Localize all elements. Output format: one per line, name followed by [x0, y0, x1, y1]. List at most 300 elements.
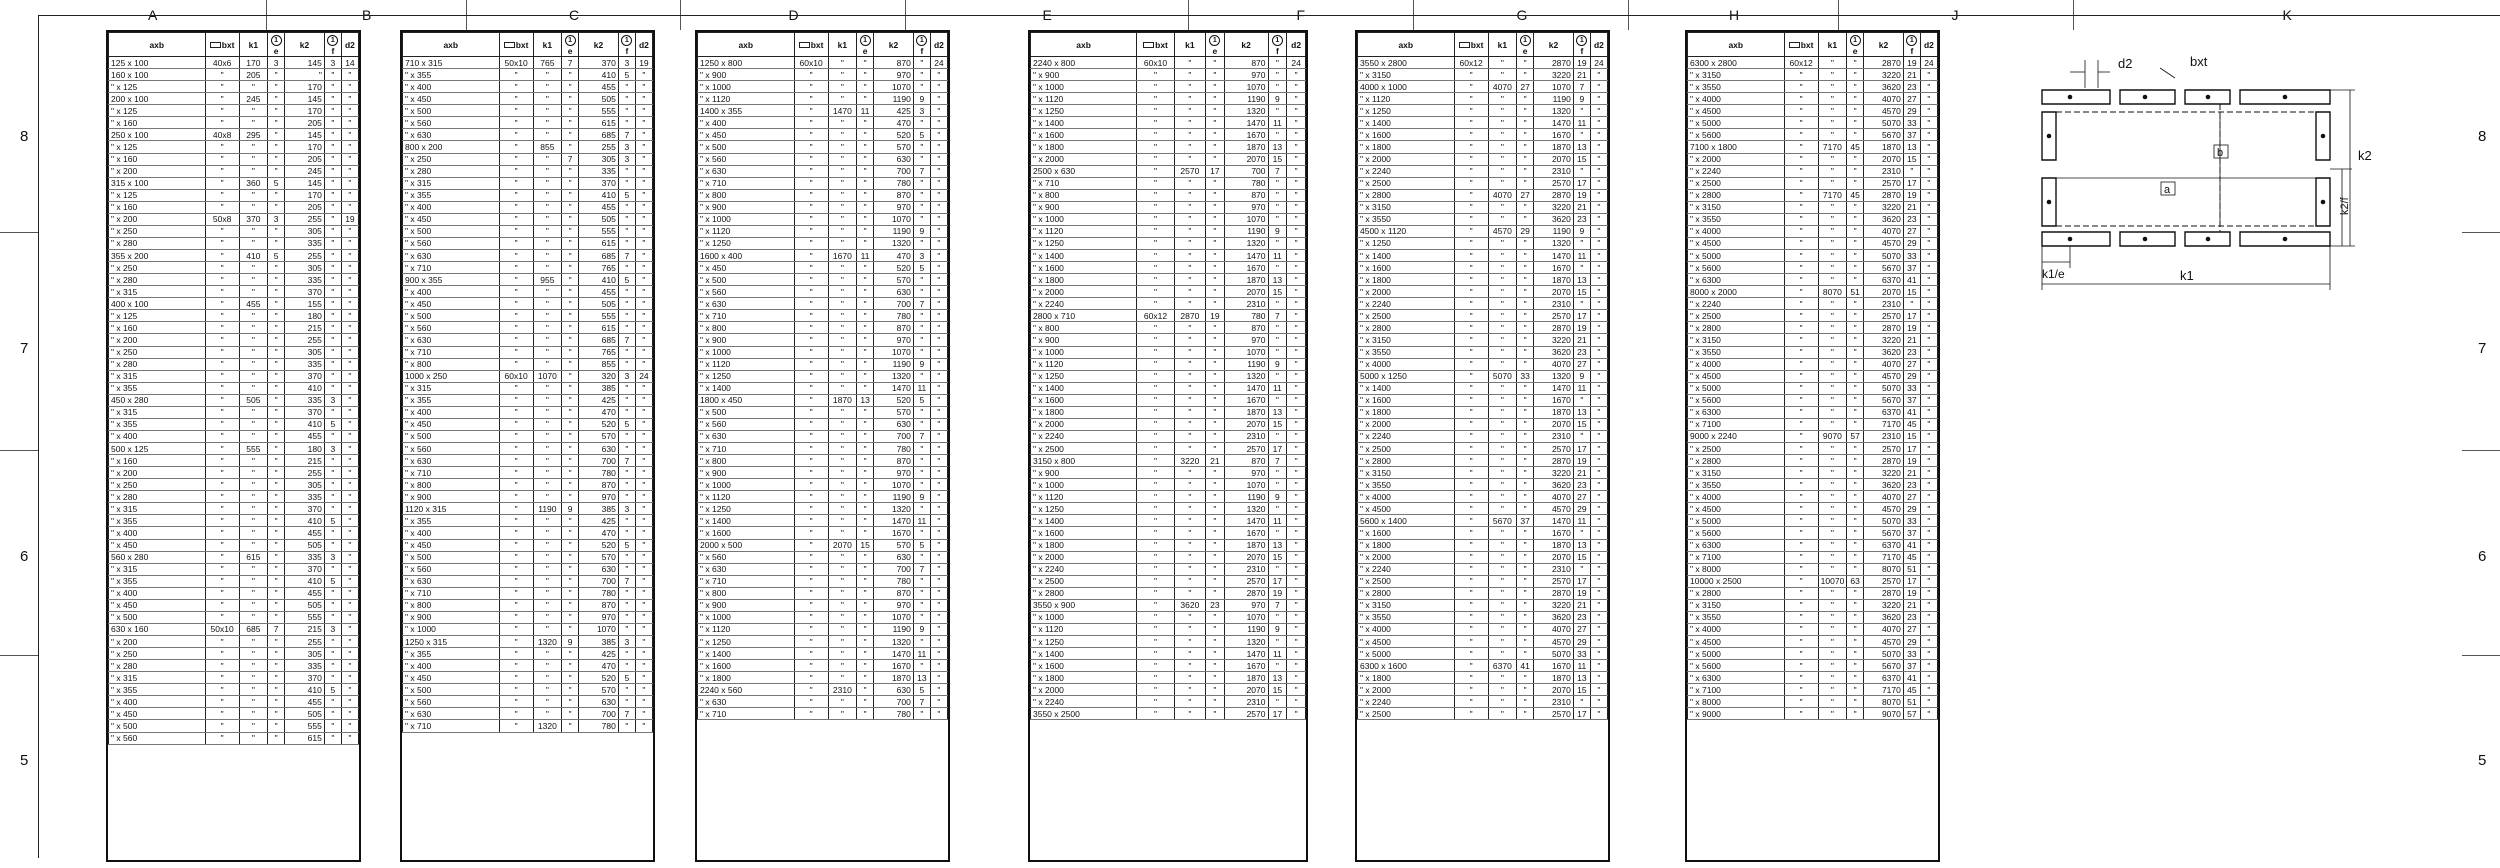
cell-d2: "	[341, 105, 358, 117]
cell-axb: " x 1250	[698, 237, 795, 249]
table-row	[1688, 527, 1938, 539]
cell-bxt: "	[205, 660, 239, 672]
cell-bxt: "	[1784, 599, 1818, 611]
cell-e: "	[1517, 672, 1534, 684]
cell-bxt: "	[1454, 93, 1488, 105]
cell-k1: "	[1174, 129, 1205, 141]
cell-k1: 3220	[1174, 455, 1205, 467]
cell-f: "	[324, 213, 341, 225]
cell-axb: " x 355	[109, 382, 206, 394]
column-header-k1	[1488, 33, 1516, 57]
cell-e: "	[1206, 262, 1225, 274]
cell-k1: "	[828, 382, 856, 394]
cell-d2: "	[1287, 382, 1306, 394]
cell-f: "	[618, 237, 635, 249]
cell-k1: "	[1488, 165, 1516, 177]
cell-k2: 2070	[1224, 684, 1268, 696]
cell-d2: "	[1920, 443, 1937, 455]
cell-axb: " x 2500	[1358, 310, 1455, 322]
table-row	[1688, 443, 1938, 455]
cell-f: "	[324, 141, 341, 153]
cell-d2: "	[1920, 225, 1937, 237]
table-row	[698, 551, 948, 563]
table-row	[403, 358, 653, 370]
cell-bxt: "	[794, 503, 828, 515]
cell-bxt: "	[794, 177, 828, 189]
cell-f: "	[1268, 611, 1287, 623]
cell-e: "	[1517, 105, 1534, 117]
cell-d2: "	[1590, 165, 1607, 177]
cell-axb: " x 710	[403, 720, 500, 732]
cell-axb: " x 7100	[1688, 418, 1785, 430]
circle-note-icon: 1	[621, 35, 632, 46]
cell-d2: "	[341, 382, 358, 394]
cell-axb: " x 900	[1031, 467, 1137, 479]
cell-e: "	[1517, 201, 1534, 213]
cell-bxt: "	[1454, 406, 1488, 418]
cell-k1: "	[239, 503, 267, 515]
cell-k1: "	[1818, 696, 1846, 708]
cell-k2: 970	[1224, 69, 1268, 81]
cell-k1: "	[1174, 648, 1205, 660]
cell-axb: 6300 x 1600	[1358, 660, 1455, 672]
cell-k2: 970	[579, 491, 619, 503]
table-row	[403, 563, 653, 575]
cell-axb: " x 1600	[698, 527, 795, 539]
cell-axb: " x 2800	[1358, 587, 1455, 599]
table-row	[1031, 611, 1306, 623]
cell-k1: "	[239, 262, 267, 274]
cell-k2: 765	[579, 346, 619, 358]
cell-bxt: "	[1784, 237, 1818, 249]
table-row	[1031, 672, 1306, 684]
cell-k2: 255	[285, 250, 325, 262]
table-row	[403, 527, 653, 539]
table-row	[1358, 636, 1608, 648]
cell-k1: "	[1488, 611, 1516, 623]
cell-d2: "	[930, 346, 947, 358]
cell-k1: "	[239, 225, 267, 237]
cell-d2: "	[930, 153, 947, 165]
table-row	[403, 141, 653, 153]
table-row	[109, 708, 359, 720]
cell-k2: 555	[579, 310, 619, 322]
cell-k1: "	[533, 623, 561, 635]
cell-e: "	[1847, 491, 1864, 503]
cell-d2: "	[635, 491, 652, 503]
cell-bxt: "	[1454, 527, 1488, 539]
cell-d2: "	[341, 394, 358, 406]
cell-d2: "	[635, 153, 652, 165]
cell-k1: 370	[239, 213, 267, 225]
cell-axb: " x 7100	[1688, 551, 1785, 563]
cell-k1: "	[239, 105, 267, 117]
cell-bxt: "	[1137, 262, 1175, 274]
cell-k1: "	[828, 491, 856, 503]
column-header-k2	[579, 33, 619, 57]
cell-bxt: "	[794, 141, 828, 153]
cell-k2: 370	[285, 672, 325, 684]
spec-table-f	[1355, 30, 1610, 862]
cell-k1: "	[533, 189, 561, 201]
cell-bxt: "	[794, 479, 828, 491]
cell-bxt: "	[1137, 551, 1175, 563]
cell-e: "	[562, 491, 579, 503]
cell-f: 19	[1573, 322, 1590, 334]
cell-k1: "	[1488, 274, 1516, 286]
cell-e: "	[562, 443, 579, 455]
cell-k1: 245	[239, 93, 267, 105]
cell-d2: "	[1920, 696, 1937, 708]
cell-f: 7	[1268, 310, 1287, 322]
cell-axb: " x 280	[109, 274, 206, 286]
cell-d2: "	[1590, 189, 1607, 201]
cell-axb: " x 1800	[1031, 141, 1137, 153]
cell-k1: "	[828, 213, 856, 225]
cell-bxt: "	[205, 732, 239, 744]
cell-bxt: 60x10	[1137, 57, 1175, 69]
table-row	[403, 93, 653, 105]
cell-bxt: "	[499, 69, 533, 81]
cell-f: 23	[1903, 479, 1920, 491]
cell-e: "	[1847, 599, 1864, 611]
cell-axb: " x 630	[698, 430, 795, 442]
cell-e: "	[268, 394, 285, 406]
cell-k2: 215	[285, 455, 325, 467]
cell-bxt: "	[205, 599, 239, 611]
table-row	[1358, 165, 1608, 177]
table-row	[1358, 587, 1608, 599]
cell-f: 17	[1573, 443, 1590, 455]
table-row	[698, 479, 948, 491]
cell-bxt: "	[499, 623, 533, 635]
cell-f: 41	[1903, 406, 1920, 418]
cell-k1: "	[1174, 262, 1205, 274]
table-row	[698, 599, 948, 611]
cell-k2: 2570	[1534, 177, 1574, 189]
cell-f: 5	[618, 274, 635, 286]
table-row	[1688, 587, 1938, 599]
cell-f: "	[618, 587, 635, 599]
cell-bxt: "	[1454, 358, 1488, 370]
cell-d2: "	[930, 69, 947, 81]
cell-bxt: "	[1454, 539, 1488, 551]
cell-e: 41	[1517, 660, 1534, 672]
cell-d2: "	[1920, 274, 1937, 286]
cell-axb: " x 200	[109, 213, 206, 225]
cell-k2: 2870	[1534, 587, 1574, 599]
cell-bxt: "	[499, 430, 533, 442]
cell-e: "	[268, 672, 285, 684]
cell-d2: "	[930, 443, 947, 455]
cell-d2: "	[341, 81, 358, 93]
cell-e: "	[1206, 250, 1225, 262]
cell-f: 27	[1903, 225, 1920, 237]
table-row	[1688, 129, 1938, 141]
cell-k1: "	[1174, 539, 1205, 551]
cell-f: 7	[913, 430, 930, 442]
table-row	[1031, 406, 1306, 418]
cell-bxt: "	[1454, 201, 1488, 213]
cell-e: "	[1847, 382, 1864, 394]
cell-axb: " x 1000	[698, 346, 795, 358]
cell-bxt: "	[499, 575, 533, 587]
cell-e: 17	[1206, 165, 1225, 177]
cell-axb: " x 355	[109, 575, 206, 587]
cell-k1: "	[828, 455, 856, 467]
cell-k1: "	[1818, 382, 1846, 394]
cell-d2: "	[930, 708, 947, 720]
cell-d2: "	[1590, 286, 1607, 298]
cell-bxt: "	[499, 286, 533, 298]
cell-axb: " x 355	[403, 69, 500, 81]
cell-axb: " x 500	[403, 551, 500, 563]
cell-d2: "	[635, 69, 652, 81]
cell-bxt: "	[205, 406, 239, 418]
cell-k2: 765	[579, 262, 619, 274]
cell-d2: "	[635, 117, 652, 129]
table-row	[698, 406, 948, 418]
cell-bxt: "	[1454, 418, 1488, 430]
cell-d2: "	[635, 708, 652, 720]
cell-e: "	[1206, 491, 1225, 503]
cell-e: "	[1206, 334, 1225, 346]
cell-f: "	[324, 69, 341, 81]
cell-e: "	[857, 322, 874, 334]
cell-d2: "	[930, 575, 947, 587]
cell-f: "	[324, 370, 341, 382]
cell-e: 9	[562, 503, 579, 515]
cell-k1: "	[1818, 406, 1846, 418]
table-row	[109, 732, 359, 744]
cell-k1: "	[1488, 443, 1516, 455]
cell-k2: 1670	[1224, 129, 1268, 141]
cell-k2: 1670	[1224, 660, 1268, 672]
cell-axb: " x 6300	[1688, 406, 1785, 418]
cell-bxt: "	[794, 322, 828, 334]
cell-e: "	[268, 551, 285, 563]
cell-bxt: "	[794, 418, 828, 430]
cell-k2: 2310	[1534, 563, 1574, 575]
cell-k1: "	[828, 430, 856, 442]
cell-f: "	[913, 322, 930, 334]
cell-k1: "	[1488, 636, 1516, 648]
cell-axb: 250 x 100	[109, 129, 206, 141]
cell-k1: 1870	[828, 394, 856, 406]
cell-bxt: 50x10	[205, 623, 239, 635]
cell-d2: "	[341, 611, 358, 623]
cell-d2: "	[1920, 648, 1937, 660]
cell-d2: "	[930, 382, 947, 394]
cell-axb: " x 710	[1031, 177, 1137, 189]
cell-bxt: "	[1137, 141, 1175, 153]
cell-axb: " x 2240	[1031, 696, 1137, 708]
cell-k1: "	[1174, 563, 1205, 575]
cell-k2: 1070	[1224, 479, 1268, 491]
cell-k1: "	[533, 539, 561, 551]
cell-axb: " x 450	[698, 129, 795, 141]
cell-k2: 2570	[1224, 708, 1268, 720]
cell-f: "	[913, 418, 930, 430]
table-row	[1688, 213, 1938, 225]
cell-e: "	[857, 660, 874, 672]
cell-k1: "	[828, 672, 856, 684]
cell-k1: "	[533, 81, 561, 93]
cell-e: 57	[1847, 430, 1864, 442]
cell-axb: " x 1400	[698, 382, 795, 394]
cell-e: "	[268, 117, 285, 129]
table-row	[403, 672, 653, 684]
cell-e: "	[1517, 551, 1534, 563]
cell-axb: " x 1000	[1031, 611, 1137, 623]
table-row	[403, 708, 653, 720]
cell-k2: 335	[285, 394, 325, 406]
cell-f: "	[1268, 201, 1287, 213]
cell-f: "	[1268, 237, 1287, 249]
table-row	[698, 418, 948, 430]
cell-k2: 2070	[1534, 551, 1574, 563]
cell-k1: "	[533, 467, 561, 479]
cell-d2: "	[1287, 636, 1306, 648]
table-row	[403, 322, 653, 334]
header-label: d2	[1291, 39, 1302, 50]
cell-e: "	[268, 322, 285, 334]
cell-e: "	[1206, 648, 1225, 660]
table-row	[698, 587, 948, 599]
cell-k1: "	[1174, 672, 1205, 684]
table-row	[1031, 623, 1306, 635]
cell-axb: " x 450	[109, 539, 206, 551]
cell-k1: "	[828, 69, 856, 81]
cell-k2: 4070	[1864, 623, 1904, 635]
cell-k2: 520	[579, 418, 619, 430]
cell-f: "	[324, 358, 341, 370]
cell-k2: 570	[579, 684, 619, 696]
cell-e: "	[268, 189, 285, 201]
cell-d2: "	[635, 274, 652, 286]
cell-f: 13	[1573, 672, 1590, 684]
cell-k2: 3620	[1864, 81, 1904, 93]
cell-k1: "	[239, 527, 267, 539]
cell-d2: "	[1920, 298, 1937, 310]
cell-f: "	[618, 394, 635, 406]
cell-k2: 2870	[1864, 455, 1904, 467]
cell-d2: "	[1590, 370, 1607, 382]
cell-axb: " x 3550	[1688, 213, 1785, 225]
cell-e: "	[857, 81, 874, 93]
cell-d2: "	[635, 563, 652, 575]
cell-k2: 1870	[1224, 406, 1268, 418]
cell-k2: 780	[874, 708, 914, 720]
cell-d2: "	[1920, 406, 1937, 418]
cell-bxt: "	[499, 563, 533, 575]
cell-d2: "	[635, 237, 652, 249]
cell-d2: "	[635, 177, 652, 189]
cell-e: "	[562, 213, 579, 225]
cell-bxt: "	[499, 648, 533, 660]
cell-k1: "	[1488, 551, 1516, 563]
cell-e: "	[1847, 527, 1864, 539]
cell-f: "	[1268, 213, 1287, 225]
cell-e: "	[857, 551, 874, 563]
cell-d2: "	[341, 201, 358, 213]
cell-e: "	[857, 57, 874, 69]
cell-axb: " x 400	[698, 117, 795, 129]
cell-e: "	[562, 81, 579, 93]
table-row	[403, 696, 653, 708]
cell-f: "	[1573, 165, 1590, 177]
cell-k1: "	[828, 310, 856, 322]
cell-axb: 2500 x 630	[1031, 165, 1137, 177]
cell-bxt: "	[499, 708, 533, 720]
cell-d2: "	[930, 660, 947, 672]
cell-bxt: "	[499, 93, 533, 105]
table-row	[109, 310, 359, 322]
table-row	[1688, 370, 1938, 382]
cell-f: 13	[1268, 406, 1287, 418]
cell-d2: "	[1920, 93, 1937, 105]
table-row	[1358, 117, 1608, 129]
cell-e: "	[857, 684, 874, 696]
cell-k2: 520	[579, 672, 619, 684]
cell-k2: 410	[285, 684, 325, 696]
cell-axb: " x 2500	[1688, 177, 1785, 189]
cell-e: "	[1517, 611, 1534, 623]
cell-f: 7	[913, 696, 930, 708]
table-row	[698, 443, 948, 455]
cell-axb: " x 710	[698, 177, 795, 189]
table-row	[1031, 141, 1306, 153]
table-row	[1031, 527, 1306, 539]
cell-k2: 425	[874, 105, 914, 117]
label-k1-e: k1/e	[2042, 267, 2065, 281]
cell-d2: "	[1920, 382, 1937, 394]
cell-axb: " x 3550	[1358, 346, 1455, 358]
cell-bxt: "	[1784, 165, 1818, 177]
cell-k1: "	[828, 165, 856, 177]
cell-f: "	[1268, 105, 1287, 117]
table-row	[1031, 636, 1306, 648]
cell-e: 15	[857, 539, 874, 551]
table-row	[698, 503, 948, 515]
table-row	[403, 165, 653, 177]
header-label: d2	[344, 39, 355, 50]
cell-axb: " x 1000	[698, 611, 795, 623]
cell-f: "	[1268, 298, 1287, 310]
cell-k1: "	[533, 575, 561, 587]
cell-e: "	[562, 575, 579, 587]
cell-bxt: "	[1137, 636, 1175, 648]
cell-bxt: "	[1454, 430, 1488, 442]
cell-d2: "	[1920, 346, 1937, 358]
table-row	[1688, 93, 1938, 105]
table-row	[403, 274, 653, 286]
cell-axb: " x 3150	[1358, 599, 1455, 611]
cell-bxt: "	[1137, 105, 1175, 117]
cell-axb: 900 x 355	[403, 274, 500, 286]
cell-f: "	[618, 382, 635, 394]
cell-d2: "	[1920, 334, 1937, 346]
cell-f: 27	[1573, 623, 1590, 635]
cell-axb: " x 1600	[1358, 394, 1455, 406]
cell-bxt: "	[1137, 382, 1175, 394]
cell-k1: 2570	[1174, 165, 1205, 177]
cell-axb: " x 4500	[1688, 370, 1785, 382]
cell-axb: " x 1400	[1031, 648, 1137, 660]
table-row	[109, 515, 359, 527]
cell-d2: "	[1590, 491, 1607, 503]
column-header-k2	[1534, 33, 1574, 57]
